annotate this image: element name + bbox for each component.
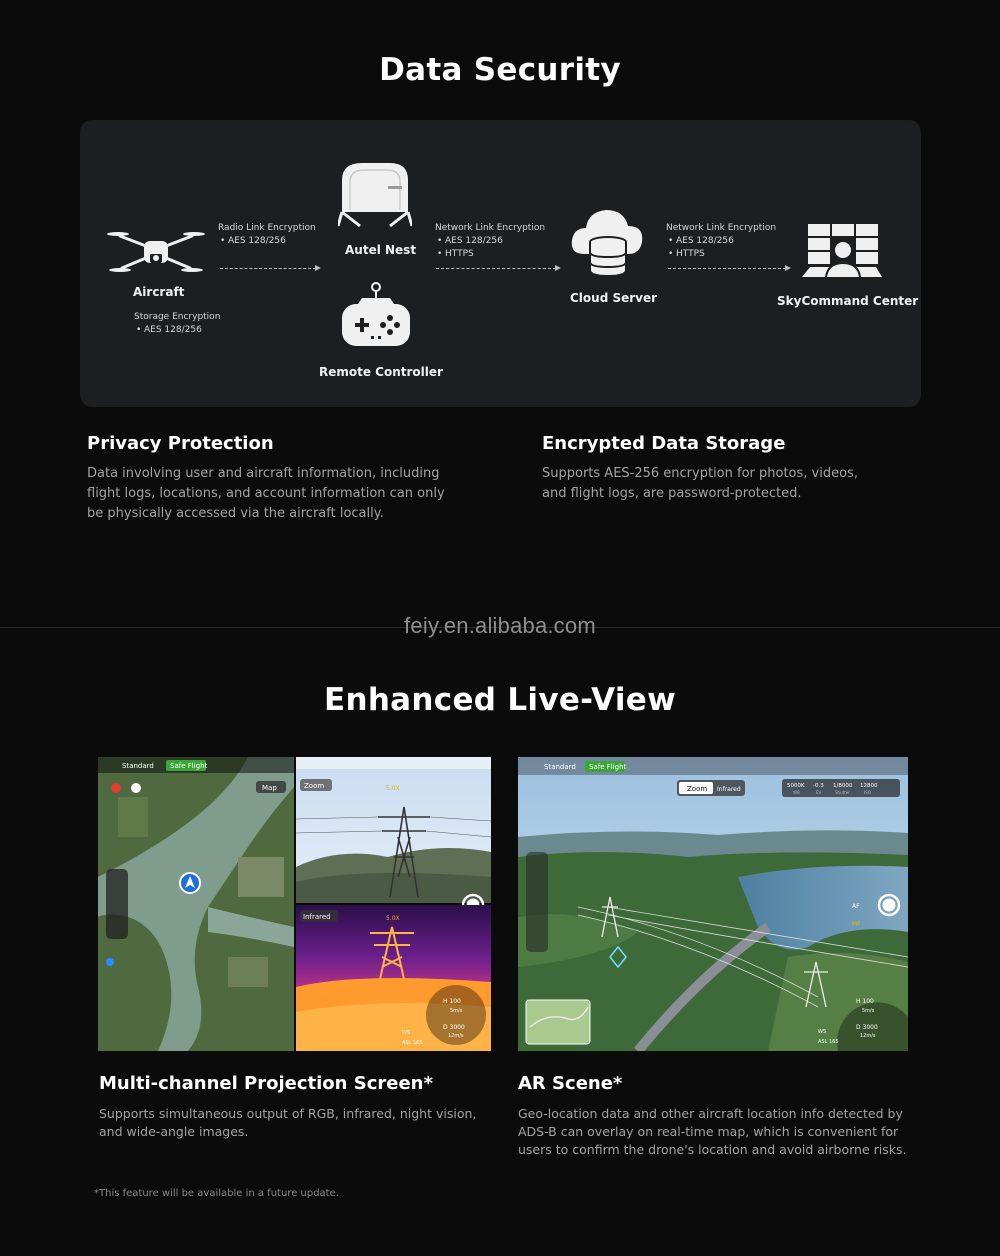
storage-line: Supports AES-256 encryption for photos, videos, xyxy=(542,466,858,481)
privacy-protection-title: Privacy Protection xyxy=(87,433,274,454)
privacy-line: Data involving user and aircraft information, including xyxy=(87,466,440,481)
multichannel-line: and wide-angle images. xyxy=(99,1124,249,1139)
ar-line: ADS-B can overlay on real-time map, which is convenient for xyxy=(518,1124,899,1139)
asl-readout-right: ASL 165 xyxy=(818,1039,839,1045)
safe-flight-label-right: Safe Flight xyxy=(589,763,627,771)
ws-readout-right: WS xyxy=(818,1029,827,1035)
enhanced-liveview-title: Enhanced Live-View xyxy=(323,682,677,718)
network-link-item-https-1: • HTTPS xyxy=(435,248,545,261)
drone-icon xyxy=(106,224,206,284)
height-readout-right: H 100 xyxy=(856,998,874,1005)
storage-encryption-item: • AES 128/256 xyxy=(134,324,220,337)
arrow-nest-to-cloud xyxy=(436,268,556,269)
h-speed-readout-left: 5m/s xyxy=(450,1008,463,1014)
wb-value: 5000K xyxy=(787,783,805,789)
remote-controller-label: Remote Controller xyxy=(319,365,443,379)
ar-scene-screenshot xyxy=(518,757,908,1051)
ar-scene-text xyxy=(518,1105,906,1159)
shutter-label: Shutter xyxy=(835,790,850,795)
privacy-protection-text xyxy=(87,464,445,524)
cloud-server-label: Cloud Server xyxy=(570,291,658,305)
privacy-line: be physically accessed via the aircraft locally. xyxy=(87,506,384,521)
multichannel-line: Supports simultaneous output of RGB, infrared, night vision, xyxy=(99,1106,477,1121)
network-link-note-1 xyxy=(435,222,545,261)
record-icon[interactable] xyxy=(111,783,121,793)
d-speed-readout-left: 12m/s xyxy=(448,1033,464,1039)
af-label[interactable]: AF xyxy=(852,903,860,910)
network-link-item-aes-1: • AES 128/256 xyxy=(435,235,545,248)
radio-link-item: • AES 128/256 xyxy=(218,235,316,248)
h-speed-readout-right: 5m/s xyxy=(862,1008,875,1014)
shutter-value: 1/8000 xyxy=(833,783,853,789)
encryption-diagram xyxy=(80,120,921,407)
wb-label: WB xyxy=(793,790,800,795)
ar-scene-title: AR Scene* xyxy=(518,1073,623,1094)
iso-label: ISO xyxy=(864,790,871,795)
ar-line: users to confirm the drone's location and avoid airborne risks. xyxy=(518,1142,907,1157)
tab-zoom-label: Zoom xyxy=(687,785,708,793)
safe-flight-label-left: Safe Flight xyxy=(170,762,208,770)
storage-line: and flight logs, are password-protected. xyxy=(542,486,802,501)
skycommand-center-label: SkyCommand Center xyxy=(777,294,919,308)
ws-readout-left: WS xyxy=(402,1030,411,1036)
multichannel-screenshot xyxy=(98,757,491,1051)
encrypted-storage-title: Encrypted Data Storage xyxy=(542,433,786,454)
network-link-item-aes-2: • AES 128/256 xyxy=(666,235,776,248)
mode-label-left: Standard xyxy=(122,762,154,770)
mf-label[interactable]: MF xyxy=(852,921,861,928)
radio-link-title: Radio Link Encryption xyxy=(218,223,316,233)
cloud-server-icon xyxy=(570,206,644,282)
remote-controller-icon xyxy=(340,282,412,354)
zoom-camera-pane xyxy=(296,757,491,903)
watermark: feiy.en.alibaba.com xyxy=(404,613,596,638)
arrow-aircraft-to-nest xyxy=(220,268,316,269)
mode-label-right: Standard xyxy=(544,763,576,771)
arrow-cloud-to-skycommand xyxy=(668,268,786,269)
storage-encryption-note xyxy=(134,311,220,337)
storage-encryption-title: Storage Encryption xyxy=(134,312,221,322)
encrypted-storage-text xyxy=(542,464,858,504)
pause-icon[interactable] xyxy=(131,783,141,793)
mini-map[interactable] xyxy=(526,1000,590,1044)
distance-readout-right: D 3000 xyxy=(856,1024,878,1031)
home-point-icon xyxy=(106,958,114,966)
multichannel-text xyxy=(99,1105,476,1141)
zoom-dropdown-label: Zoom xyxy=(304,782,325,790)
asl-readout-left: ASL 165 xyxy=(402,1040,423,1046)
data-security-title: Data Security xyxy=(379,52,621,88)
autel-nest-label: Autel Nest xyxy=(345,243,417,257)
multichannel-title: Multi-channel Projection Screen* xyxy=(99,1073,433,1094)
ar-line: Geo-location data and other aircraft location info detected by xyxy=(518,1106,903,1121)
zoom-value: 5.0X xyxy=(386,785,400,792)
ev-label: EV xyxy=(816,790,822,795)
left-tool-rail-right[interactable] xyxy=(526,852,548,952)
network-link-note-2 xyxy=(666,222,776,261)
network-link-title-2: Network Link Encryption xyxy=(666,223,777,233)
network-link-title-1: Network Link Encryption xyxy=(435,223,546,233)
iso-value: 12800 xyxy=(860,783,878,789)
height-readout-left: H 100 xyxy=(443,998,461,1005)
infrared-dropdown-label: Infrared xyxy=(303,913,331,921)
left-tool-rail[interactable] xyxy=(106,869,128,939)
infrared-zoom-value: 5.0X xyxy=(386,915,400,922)
d-speed-readout-right: 12m/s xyxy=(860,1033,876,1039)
radio-link-note xyxy=(218,222,316,248)
network-link-item-https-2: • HTTPS xyxy=(666,248,776,261)
tab-infrared-label[interactable]: Infrared xyxy=(717,786,741,793)
ev-value: -0.3 xyxy=(813,783,824,789)
privacy-line: flight logs, locations, and account information can only xyxy=(87,486,445,501)
autel-nest-icon xyxy=(338,160,412,234)
map-dropdown-label: Map xyxy=(262,784,277,792)
aircraft-label: Aircraft xyxy=(133,285,185,299)
future-update-footnote: *This feature will be available in a future update. xyxy=(94,1188,339,1199)
distance-readout-left: D 3000 xyxy=(443,1024,465,1031)
skycommand-center-icon xyxy=(800,221,882,285)
